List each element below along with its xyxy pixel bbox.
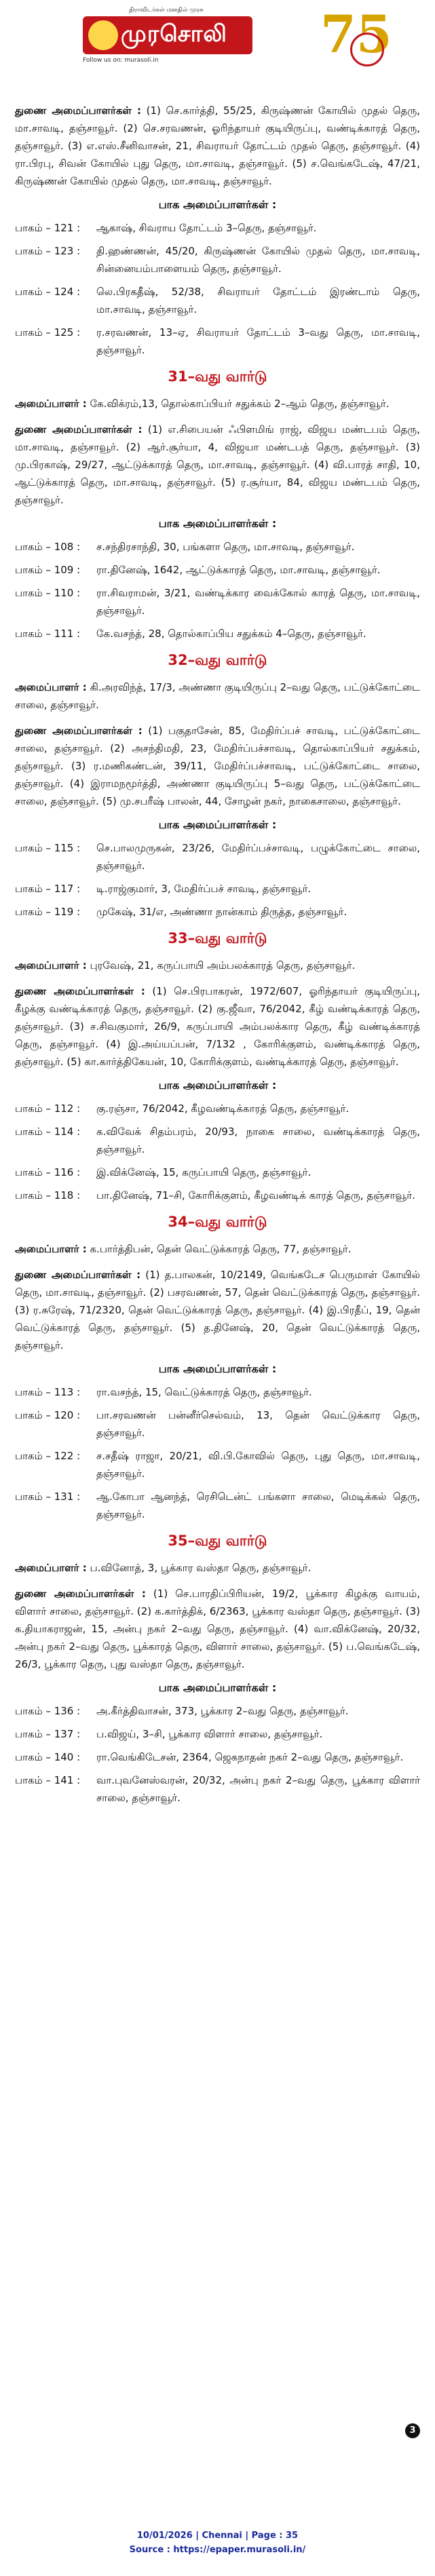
paragraph-text: கே.விக்ரம்,13, தொல்காப்பியர் சதுக்கம் 2–ஆம் தெரு, தஞ்சாவூர். <box>86 398 390 410</box>
ward-heading: 33–வது வார்டு <box>168 930 267 946</box>
paragraph <box>15 102 420 190</box>
paragraph-lead: அமைப்பாளர் : <box>15 398 87 410</box>
booth-number: பாகம் – 115 : <box>15 842 81 854</box>
paragraph-lead: துணை அமைப்பாளர்கள் : <box>15 725 143 737</box>
paragraph-lead: அமைப்பாளர் : <box>15 681 87 693</box>
paragraph-text: (1) செ.பாரதிப்பிரியன், 19/2, பூக்கார கிழக்கு வாயம், விளார் சாலை, தஞ்சாவூர். (2) க.கார்த்திக், 6/2363, பூக்கார வஸ்தா தெரு, தஞ்சாவூர். (3) க.தியாகராஜன், 15, அன்பு நகர் 2–வது தெரு, தஞ்சாவூர். (4) வா.விக்னேஷ், 20/32, அன்பு நகர் 2–வது தெரு, பூக்காரத் தெரு, விளார் சாலை, தஞ்சாவூர். (5) ப.வெங்கடேஷ், 26/3, பூக்கார தெரு, புது வஸ்தா தெரு, தஞ்சாவூர். <box>15 1588 420 1670</box>
booth-number: பாகம் – 114 : <box>15 1126 81 1138</box>
booth-number: பாகம் – 119 : <box>15 906 81 918</box>
booth-row <box>15 561 420 579</box>
murasoli-logo <box>83 16 252 54</box>
booth-row <box>15 1488 420 1523</box>
paragraph-text: கி.அரவிந்த், 17/3, அண்ணா குடியிருப்பு 2–வது தெரு, பட்டுக்கோட்டை சாலை, தஞ்சாவூர். <box>15 681 420 711</box>
paragraph <box>15 678 420 714</box>
paragraph <box>15 722 420 810</box>
booth-number: பாகம் – 136 : <box>15 1705 81 1717</box>
booth-row <box>15 1725 420 1743</box>
booth-number: பாகம் – 112 : <box>15 1102 81 1115</box>
booth-row <box>15 1164 420 1181</box>
paragraph-text: (1) பகுதாசேன், 85, மேதிர்ப்பச் சாவடி, பட்டுக்கோட்டை சாலை, தஞ்சாவூர். (2) அசந்திமதி, 23, மேதிர்ப்பச்சாவடி, தொல்காப்பியர் சதுக்கம், தஞ்சாவூர். (3) ர.மணிகண்டன், 39/11, மேதிர்ப்பச்சாவடி, பட்டுக்கோட்டை சாலை, தஞ்சாவூர். (4) இராமநமூர்த்தி, அண்ணா குடியிருப்பு 5–வது தெரு, பட்டுக்கோட்டை சாலை, தஞ்சாவூர். (5) மு.சபரீஷ் பாலன், 44, சோழன் நகர், நாகைசாலை, தஞ்சாவூர். <box>15 725 420 807</box>
anniversary-ring-icon <box>350 33 384 66</box>
epaper-page <box>15 0 420 2576</box>
booth-row <box>15 1187 420 1204</box>
booth-row <box>15 219 420 237</box>
booth-organiser: செ.பாலமுருகன், 23/26, மேதிர்ப்பச்சாவடி, பழுக்கோட்டை சாலை, தஞ்சாவூர். <box>96 842 420 872</box>
booth-organiser: ச.சதீஷ் ராஜா, 20/21, வி.பி.கோவில் தெரு, புது தெரு, மா.சாவடி, தஞ்சாவூர். <box>96 1450 420 1480</box>
booth-number: பாகம் – 141 : <box>15 1774 81 1786</box>
page-number-badge: 3 <box>405 2423 420 2438</box>
logo-text: முரசொலி <box>121 20 227 47</box>
ward-heading: 32–வது வார்டு <box>168 652 267 668</box>
paragraph-lead: அமைப்பாளர் : <box>15 959 87 972</box>
booth-row <box>15 1702 420 1720</box>
booth-number: பாகம் – 121 : <box>15 222 81 234</box>
anniversary-number: 75 <box>320 4 392 64</box>
booth-row <box>15 903 420 921</box>
paragraph-text: புரவேஷ், 21, கருப்பாயி அம்பலக்காரத் தெரு, தஞ்சாவூர். <box>86 959 356 972</box>
booth-row <box>15 1771 420 1807</box>
ward-heading: 34–வது வார்டு <box>168 1214 267 1230</box>
booth-organiser: க.விவேக் சிதம்பரம், 20/93, நாகை சாலை, வண்டிக்காரத் தெரு, தஞ்சாவூர். <box>96 1126 420 1155</box>
booth-organiser: கு.ரஞ்சா, 76/2042, கீழவண்டிக்காரத் தெரு, தஞ்சாவூர். <box>96 1102 349 1115</box>
booth-number: பாகம் – 124 : <box>15 286 81 298</box>
booth-number: பாகம் – 110 : <box>15 587 81 599</box>
paragraph-text: ப.வினோத், 3, பூக்கார வஸ்தா தெரு, தஞ்சாவூர். <box>86 1562 311 1574</box>
booth-number: பாகம் – 118 : <box>15 1189 81 1202</box>
section-title: பாக அமைப்பாளர்கள் : <box>158 1079 277 1092</box>
paragraph-lead: அமைப்பாளர் : <box>15 1243 87 1255</box>
booth-number: பாகம் – 116 : <box>15 1166 81 1178</box>
booth-organiser: கே.வசந்த், 28, தொல்காப்பிய சதுக்கம் 4–தெரு, தஞ்சாவூர். <box>96 628 366 640</box>
booth-row <box>15 1447 420 1482</box>
booth-row <box>15 242 420 277</box>
ward-heading: 31–வது வார்டு <box>168 368 267 385</box>
booth-number: பாகம் – 109 : <box>15 564 81 576</box>
booth-number: பாகம் – 120 : <box>15 1409 81 1421</box>
booth-organiser: ர.சரவணன், 13–ஏ, சிவராயர் தோட்டம் 3–வது தெரு, மா.சாவடி, தஞ்சாவூர். <box>96 326 420 356</box>
paragraph-lead: துணை அமைப்பாளர்கள் : <box>15 1269 141 1281</box>
footer-edition-line: 10/01/2026 | Chennai | Page : 35 <box>136 2531 299 2541</box>
booth-number: பாகம் – 137 : <box>15 1728 81 1740</box>
ward-heading: 35–வது வார்டு <box>168 1533 267 1549</box>
booth-number: பாகம் – 125 : <box>15 326 81 339</box>
paragraph-text: (1) செ.கார்த்தி, 55/25, கிருஷ்ணன் கோயில் முதல் தெரு, மா.சாவடி, தஞ்சாவூர். (2) செ.சரவணன், ஓரிந்தாயர் குடியிருப்பு, வண்டிக்காரத் தெரு, தஞ்சாவூர். (3) எ.எஸ்.சீனிவாசன், 21, சிவராயர் தோட்டம் முதல் தெரு, தஞ்சாவூர். (4) ரா.பிரபு, சிவன் கோயில் புது தெரு, மா.சாவடி, தஞ்சாவூர். (5) ச.வெங்கடேஷ், 47/21, கிருஷ்ணன் கோயில் முதல் தெரு, மா.சாவடி, தஞ்சாவூர். <box>15 104 420 187</box>
booth-organiser: ரா.வசந்த், 15, வெட்டுக்காரத் தெரு, தஞ்சாவூர். <box>96 1386 312 1398</box>
booth-row <box>15 1100 420 1117</box>
article-body <box>15 102 420 1812</box>
booth-row <box>15 839 420 874</box>
sun-emblem-icon <box>88 20 118 50</box>
page-footer <box>15 2531 420 2555</box>
booth-row <box>15 324 420 359</box>
paragraph-text: (1) எ.சிபையன் ஃபிளமிங் ராஜ், விஜய மண்டபம் தெரு, மா.சாவடி, தஞ்சாவூர். (2) ஆர்.சூர்யா, 4, விஜயா மண்டபத் தெரு, தஞ்சாவூர். (3) மு.பிரகாஷ், 29/27, ஆட்டுக்காரத் தெரு, மா.சாவடி, தஞ்சாவூர். (4) வி.பாரத் சாதி, 10, ஆட்டுக்காரத் தெரு, மா.சாவடி, தஞ்சாவூர். (5) ர.சூர்யா, 84, விஜய மண்டபம் தெரு, தஞ்சாவூர். <box>15 423 420 506</box>
masthead <box>15 0 420 75</box>
booth-organiser: ப.விஜய், 3–சி, பூக்கார விளார் சாலை, தஞ்சாவூர். <box>96 1728 323 1740</box>
booth-organiser: ஆ.கோபா ஆனந்த், ரெசிடென்ட் பங்களா சாலை, மெடிக்கல் தெரு, தஞ்சாவூர். <box>96 1491 420 1520</box>
paragraph-lead: துணை அமைப்பாளர்கள் : <box>15 1588 146 1600</box>
section-title: பாக அமைப்பாளர்கள் : <box>158 818 277 831</box>
booth-number: பாகம் – 117 : <box>15 883 81 895</box>
paragraph-text: க.பார்த்திபன், தென் வெட்டுக்காரத் தெரு, 77, தஞ்சாவூர். <box>86 1243 352 1255</box>
anniversary-emblem <box>320 4 402 71</box>
booth-row <box>15 1383 420 1401</box>
booth-organiser: பா.சரவணன் பன்னீர்செல்வம், 13, தென் வெட்டுக்கார தெரு, தஞ்சாவூர். <box>96 1409 420 1439</box>
booth-organiser: ஆகாஷ், சிவராய தோட்டம் 3–தெரு, தஞ்சாவூர். <box>96 222 317 234</box>
paragraph <box>15 395 420 412</box>
booth-row <box>15 283 420 318</box>
booth-row <box>15 538 420 556</box>
paragraph-text: (1) செ.பிரபாகரன், 1972/607, ஓரிந்தாயர் குடியிருப்பு, கீழக்கு வண்டிக்காரத் தெரு, தஞ்சாவூர். (2) கு.ஜீவா, 76/2042, கீழ் வண்டிக்காரத் தெரு, தஞ்சாவூர். (3) ச.சிவகுமார், 26/9, கருப்பாயி அம்பலக்கார தெரு, கீழ் வண்டிக்காரத் தெரு, தஞ்சாவூர். (4) இ.அய்யப்பன், 7/132 , கோரிக்குளம், வண்டிக்காரத் தெரு, தஞ்சாவூர். (5) கா.கார்த்திகேயன், 10, கோரிக்குளம், வண்டிக்காரத் தெரு, தஞ்சாவூர். <box>15 985 420 1068</box>
paragraph <box>15 982 420 1071</box>
paragraph <box>15 1240 420 1258</box>
paragraph-lead: அமைப்பாளர் : <box>15 1562 87 1574</box>
booth-organiser: ரா.சிவராமன், 3/21, வண்டிக்கார வைக்கோல் காரத் தெரு, மா.சாவடி, தஞ்சாவூர். <box>96 587 420 617</box>
paragraph <box>15 1585 420 1673</box>
paragraph <box>15 1559 420 1577</box>
booth-organiser: அ.கீர்த்திவாசன், 373, பூக்கார 2–வது தெரு, தஞ்சாவூர். <box>96 1705 349 1717</box>
booth-organiser: பா.தினேஷ், 71–சி, கோரிக்குளம், கீழவண்டிக் காரத் தெரு, தஞ்சாவூர். <box>96 1189 415 1202</box>
paragraph <box>15 957 420 974</box>
masthead-subline: Follow us on: murasoli.in <box>83 57 159 64</box>
booth-organiser: லெ.பிரகதீஷ், 52/38, சிவராயர் தோட்டம் இரண்டாம் தெரு, மா.சாவடி, தஞ்சாவூர். <box>96 286 420 315</box>
paragraph-lead: துணை அமைப்பாளர்கள் : <box>15 104 142 117</box>
booth-number: பாகம் – 140 : <box>15 1751 81 1763</box>
booth-organiser: ச.சந்திரசாந்தி, 30, பங்களா தெரு, மா.சாவடி, தஞ்சாவூர். <box>96 541 355 553</box>
booth-number: பாகம் – 123 : <box>15 245 81 257</box>
paragraph-lead: துணை அமைப்பாளர்கள் : <box>15 985 145 997</box>
booth-row <box>15 1748 420 1766</box>
paragraph-text: (1) த.பாலகன், 10/2149, வெங்கடேச பெருமாள் கோயில் தெரு, மா.சாவடி, தஞ்சாவூர். (2) பசரவணன், 57, தென் வெட்டுக்காரத் தெரு, தஞ்சாவூர். (3) ர.சுரேஷ், 71/2320, தென் வெட்டுக்காரத் தெரு, தஞ்சாவூர். (4) இ.பிரதீப், 19, தென் வெட்டுக்காரத் தெரு, தஞ்சாவூர். (5) த.தினேஷ், 20, தென் வெட்டுக்காரத் தெரு, தஞ்சாவூர். <box>15 1269 420 1351</box>
booth-row <box>15 1406 420 1442</box>
section-title: பாக அமைப்பாளர்கள் : <box>158 517 277 530</box>
booth-number: பாகம் – 111 : <box>15 628 81 640</box>
section-title: பாக அமைப்பாளர்கள் : <box>158 198 277 211</box>
booth-number: பாகம் – 131 : <box>15 1491 81 1503</box>
masthead-tagline: திராவிடர்கள் மனதில் முரசு <box>129 7 204 14</box>
paragraph <box>15 421 420 509</box>
booth-organiser: இ.விக்னேஷ், 15, கருப்பாயி தெரு, தஞ்சாவூர். <box>96 1166 311 1178</box>
booth-organiser: டி.ராஜ்குமார், 3, மேதிர்ப்பச் சாவடி, தஞ்சாவூர். <box>96 883 311 895</box>
section-title: பாக அமைப்பாளர்கள் : <box>158 1681 277 1694</box>
booth-organiser: தி.ஹண்ணன், 45/20, கிருஷ்ணன் கோயில் முதல் தெரு, மா.சாவடி, சின்னையம்பாளையம் தெரு, தஞ்சாவூர். <box>96 245 420 275</box>
booth-number: பாகம் – 108 : <box>15 541 81 553</box>
booth-row <box>15 1123 420 1158</box>
booth-organiser: ரா.தினேஷ், 1642, ஆட்டுக்காரத் தெரு, மா.சாவடி, தஞ்சாவூர். <box>96 564 381 576</box>
booth-number: பாகம் – 113 : <box>15 1386 81 1398</box>
paragraph-lead: துணை அமைப்பாளர்கள் : <box>15 423 143 436</box>
booth-row <box>15 625 420 642</box>
booth-organiser: முகேஷ், 31/எ, அண்ணா நான்காம் திருத்த, தஞ்சாவூர். <box>96 906 347 918</box>
booth-row <box>15 880 420 898</box>
footer-source-link[interactable]: Source : https://epaper.murasoli.in/ <box>129 2545 306 2555</box>
booth-organiser: ரா.வெங்கிடேசன், 2364, ஜெகநாதன் நகர் 2–வது தெரு, தஞ்சாவூர். <box>96 1751 404 1763</box>
section-title: பாக அமைப்பாளர்கள் : <box>158 1362 277 1375</box>
booth-organiser: வா.புவனேஸ்வரன், 20/32, அன்பு நகர் 2–வது தெரு, பூக்கார விளார் சாலை, தஞ்சாவூர். <box>96 1774 420 1804</box>
booth-row <box>15 584 420 619</box>
booth-number: பாகம் – 122 : <box>15 1450 81 1462</box>
paragraph <box>15 1266 420 1354</box>
